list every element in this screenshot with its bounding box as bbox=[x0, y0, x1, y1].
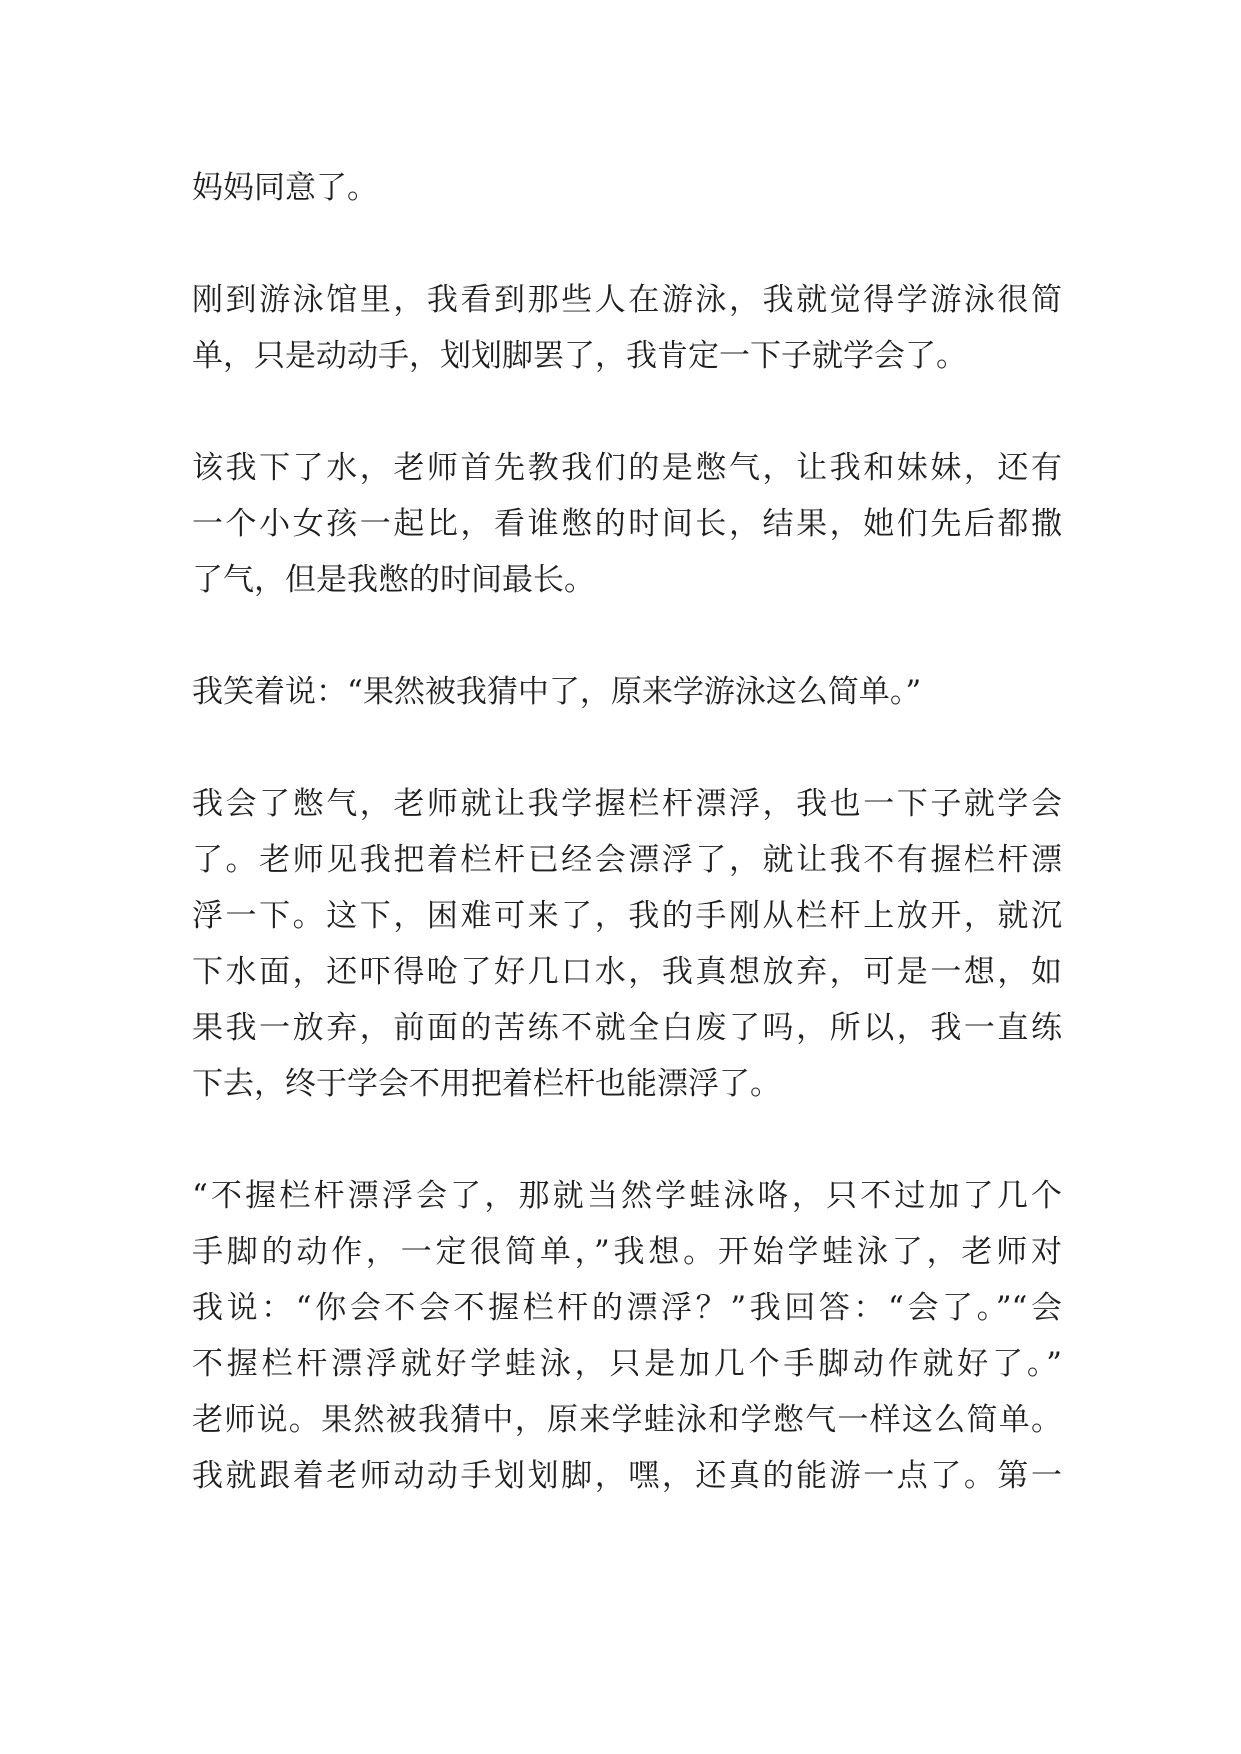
paragraph-gap bbox=[192, 720, 1062, 776]
paragraph-6-line-2: 手脚的动作，一定很简单，”我想。开始学蛙泳了，老师对 bbox=[192, 1234, 1062, 1270]
paragraph-5-line-3: 浮一下。这下，困难可来了，我的手刚从栏杆上放开，就沉 bbox=[192, 898, 1062, 934]
paragraph-gap bbox=[192, 384, 1062, 440]
paragraph-6-line-4: 不握栏杆漂浮就好学蛙泳，只是加几个手脚动作就好了。” bbox=[192, 1346, 1062, 1382]
paragraph-5-line-5: 果我一放弃，前面的苦练不就全白废了吗，所以，我一直练 bbox=[192, 1010, 1062, 1046]
document-body bbox=[192, 160, 1062, 1504]
paragraph-5-line-1: 我会了憋气，老师就让我学握栏杆漂浮，我也一下子就学会 bbox=[192, 786, 1062, 822]
paragraph-5-line-6: 下去，终于学会不用把着栏杆也能漂浮了。 bbox=[192, 1066, 781, 1102]
paragraph-6-line-5: 老师说。果然被我猜中，原来学蛙泳和学憋气一样这么简单。 bbox=[192, 1402, 1062, 1438]
paragraph-3-line-1: 该我下了水，老师首先教我们的是憋气，让我和妹妹，还有 bbox=[192, 450, 1062, 486]
paragraph-6-line-6: 我就跟着老师动动手划划脚，嘿，还真的能游一点了。第一 bbox=[192, 1458, 1062, 1494]
paragraph-2-line-1: 刚到游泳馆里，我看到那些人在游泳，我就觉得学游泳很简 bbox=[192, 282, 1062, 318]
paragraph-3-line-3: 了气，但是我憋的时间最长。 bbox=[192, 562, 595, 598]
paragraph-6-line-3: 我说：“你会不会不握栏杆的漂浮？”我回答：“会了。”“会 bbox=[192, 1290, 1062, 1326]
paragraph-4-line-1: 我笑着说：“果然被我猜中了，原来学游泳这么简单。” bbox=[192, 674, 922, 710]
paragraph-3-line-2: 一个小女孩一起比，看谁憋的时间长，结果，她们先后都撒 bbox=[192, 506, 1062, 542]
paragraph-5-line-2: 了。老师见我把着栏杆已经会漂浮了，就让我不有握栏杆漂 bbox=[192, 842, 1062, 878]
paragraph-6-line-1: “不握栏杆漂浮会了，那就当然学蛙泳咯，只不过加了几个 bbox=[192, 1178, 1062, 1214]
paragraph-gap bbox=[192, 1112, 1062, 1168]
paragraph-gap bbox=[192, 608, 1062, 664]
paragraph-1-line-1: 妈妈同意了。 bbox=[192, 170, 378, 206]
paragraph-2-line-2: 单，只是动动手，划划脚罢了，我肯定一下子就学会了。 bbox=[192, 338, 967, 374]
paragraph-5-line-4: 下水面，还吓得呛了好几口水，我真想放弃，可是一想，如 bbox=[192, 954, 1062, 990]
paragraph-gap bbox=[192, 216, 1062, 272]
